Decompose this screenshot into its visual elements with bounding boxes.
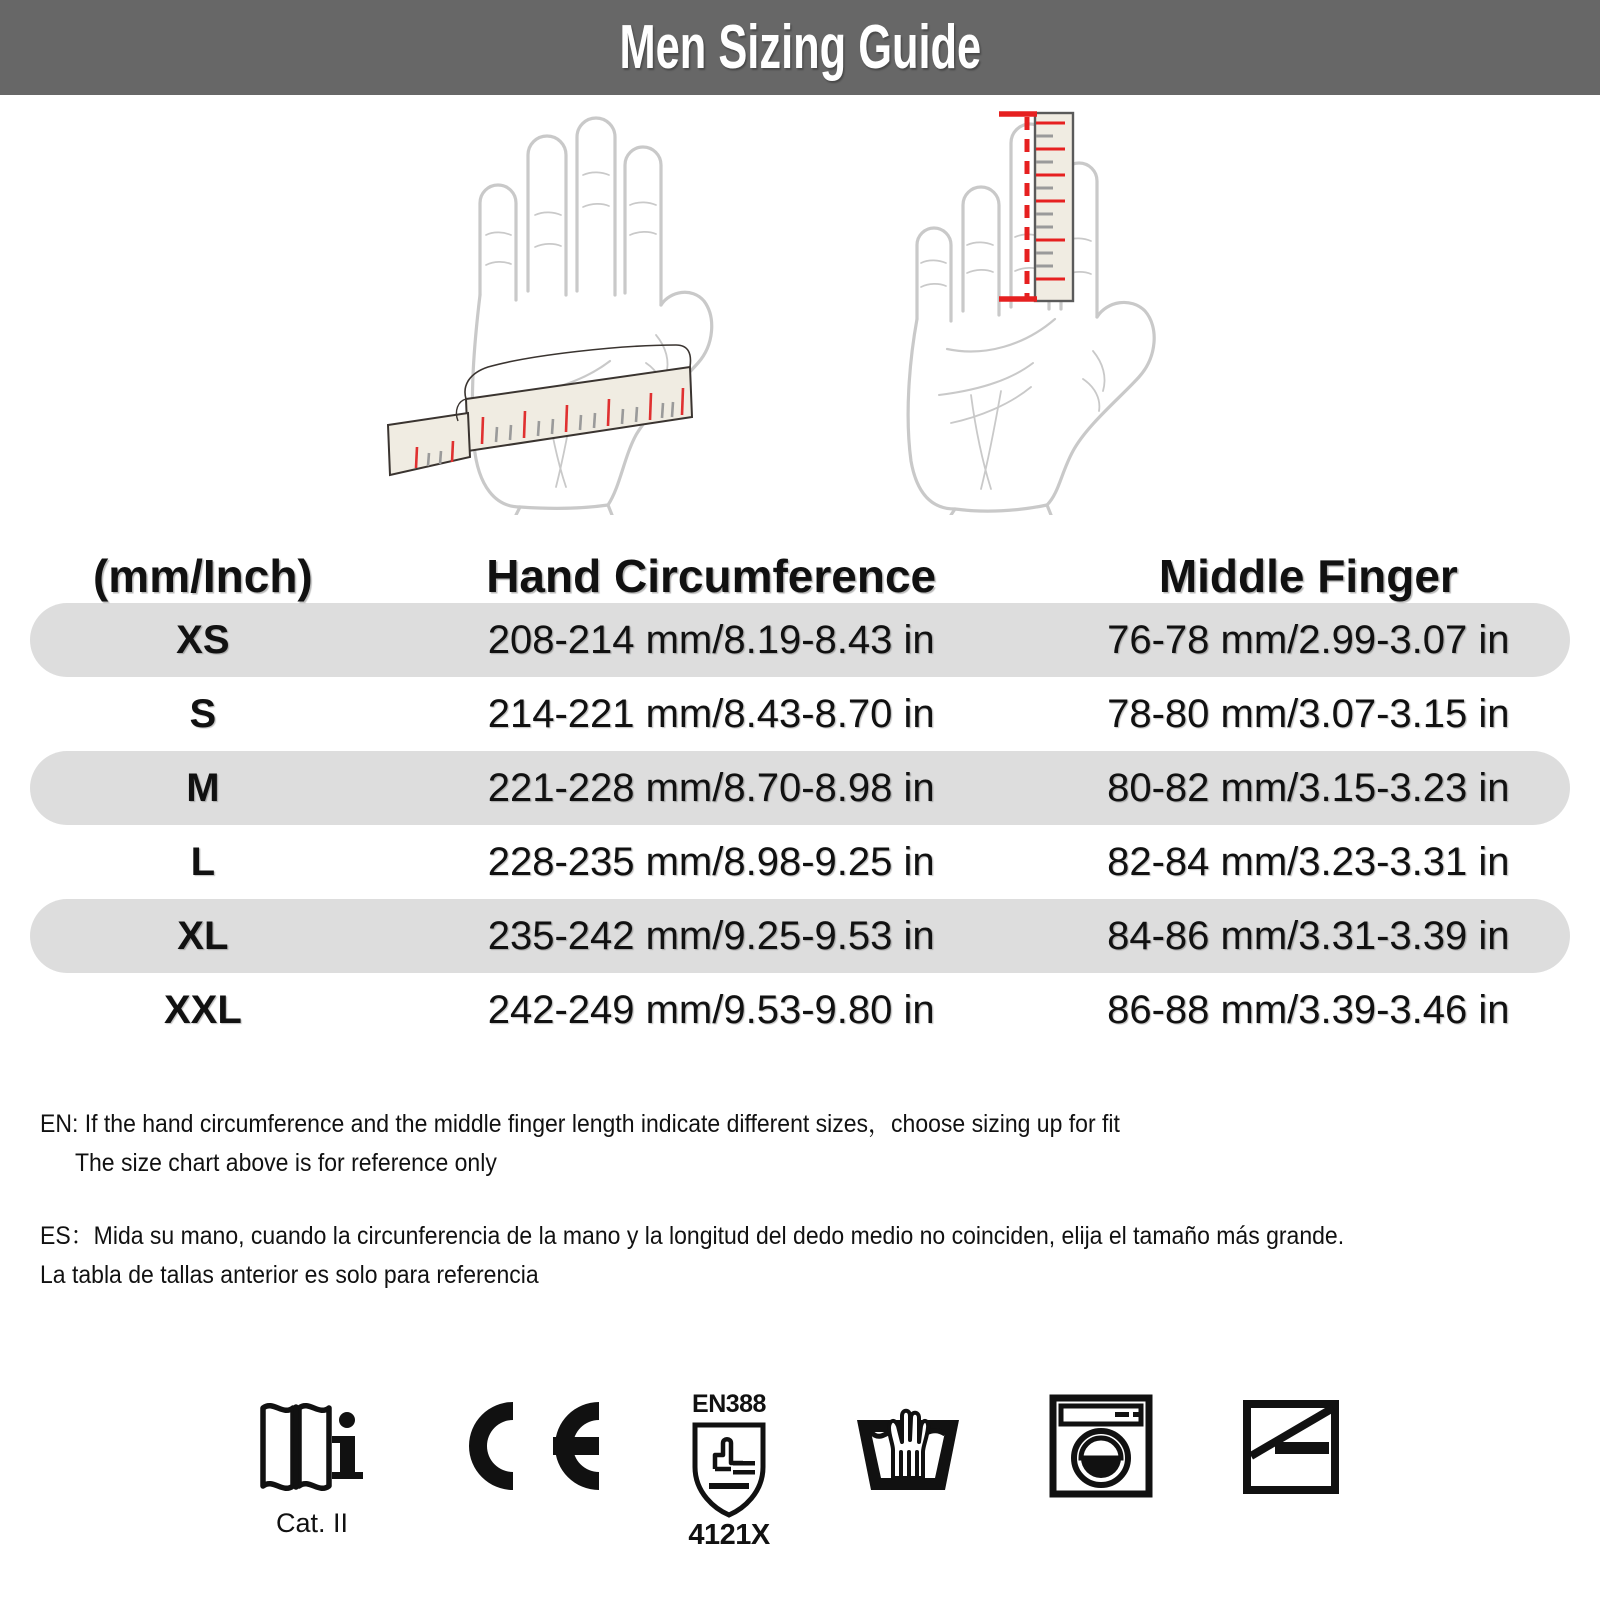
sizing-table (0, 525, 1600, 1047)
table-row (30, 751, 1570, 825)
row-middle-finger: 78-80 mm/3.07-3.15 in (1107, 691, 1510, 736)
table-row (30, 973, 1570, 1047)
row-size-label: S (189, 691, 217, 736)
row-size-label: XL (177, 913, 229, 958)
row-size-label: XS (176, 617, 230, 662)
ce-mark-icon (449, 1390, 609, 1502)
note-en (40, 1105, 1560, 1183)
note-es-line-2: La tabla de tallas anterior es solo para referencia (40, 1261, 539, 1289)
table-header-row (30, 525, 1570, 603)
row-hand-circumference: 242-249 mm/9.53-9.80 in (487, 987, 935, 1032)
column-header-middle-finger: Middle Finger (1158, 550, 1458, 602)
ce-mark-cell (449, 1390, 609, 1502)
row-hand-circumference: 235-242 mm/9.25-9.53 in (487, 913, 935, 958)
row-middle-finger: 80-82 mm/3.15-3.23 in (1107, 765, 1510, 810)
row-hand-circumference: 228-235 mm/8.98-9.25 in (487, 839, 935, 884)
certification-icons-row (0, 1390, 1600, 1552)
row-size-label: M (186, 765, 220, 810)
hand-wash-cell (849, 1390, 967, 1502)
machine-wash-cell (1045, 1390, 1157, 1502)
column-header-size: (mm/Inch) (92, 550, 313, 602)
row-hand-circumference: 214-221 mm/8.43-8.70 in (487, 691, 935, 736)
page-title: Men Sizing Guide (619, 13, 981, 82)
en388-rating-label: 4121X (688, 1519, 770, 1551)
instruction-booklet-cell (253, 1390, 371, 1539)
machine-wash-icon (1045, 1390, 1157, 1502)
page-header (0, 0, 1600, 95)
notes-section (0, 1105, 1600, 1295)
row-size-label: L (190, 839, 216, 884)
drying-cell (1235, 1390, 1347, 1502)
note-es-line-1: ES：Mida su mano, cuando la circunferencia de la mano y la longitud del dedo medio no coinciden, elija el tamaño más grande. (40, 1222, 1345, 1250)
row-middle-finger: 84-86 mm/3.31-3.39 in (1107, 913, 1510, 958)
note-en-line-2: The size chart above is for reference only (74, 1149, 497, 1177)
hand-circumference-illustration (370, 95, 740, 520)
table-row (30, 603, 1570, 677)
table-row (30, 677, 1570, 751)
instruction-booklet-caption: Cat. II (275, 1508, 349, 1538)
table-row (30, 899, 1570, 973)
instruction-booklet-icon (253, 1390, 371, 1502)
row-hand-circumference: 221-228 mm/8.70-8.98 in (487, 765, 935, 810)
column-header-hand-circumference: Hand Circumference (486, 550, 937, 602)
note-es (40, 1217, 1560, 1295)
table-row (30, 825, 1570, 899)
note-en-line-1: EN: If the hand circumference and the middle finger length indicate different sizes，choose sizing up for fit (40, 1110, 1120, 1138)
row-middle-finger: 82-84 mm/3.23-3.31 in (1107, 839, 1510, 884)
middle-finger-illustration (875, 95, 1205, 520)
row-size-label: XXL (163, 987, 242, 1032)
row-hand-circumference: 208-214 mm/8.19-8.43 in (487, 617, 935, 662)
row-middle-finger: 76-78 mm/2.99-3.07 in (1107, 617, 1510, 662)
en388-cell (687, 1390, 771, 1552)
en388-standard-label: EN388 (692, 1390, 766, 1418)
en388-shield-icon (687, 1419, 771, 1519)
do-not-tumble-dry-icon (1235, 1390, 1347, 1502)
illustration-area (0, 95, 1600, 525)
row-middle-finger: 86-88 mm/3.39-3.46 in (1107, 987, 1510, 1032)
hand-wash-icon (849, 1390, 967, 1502)
